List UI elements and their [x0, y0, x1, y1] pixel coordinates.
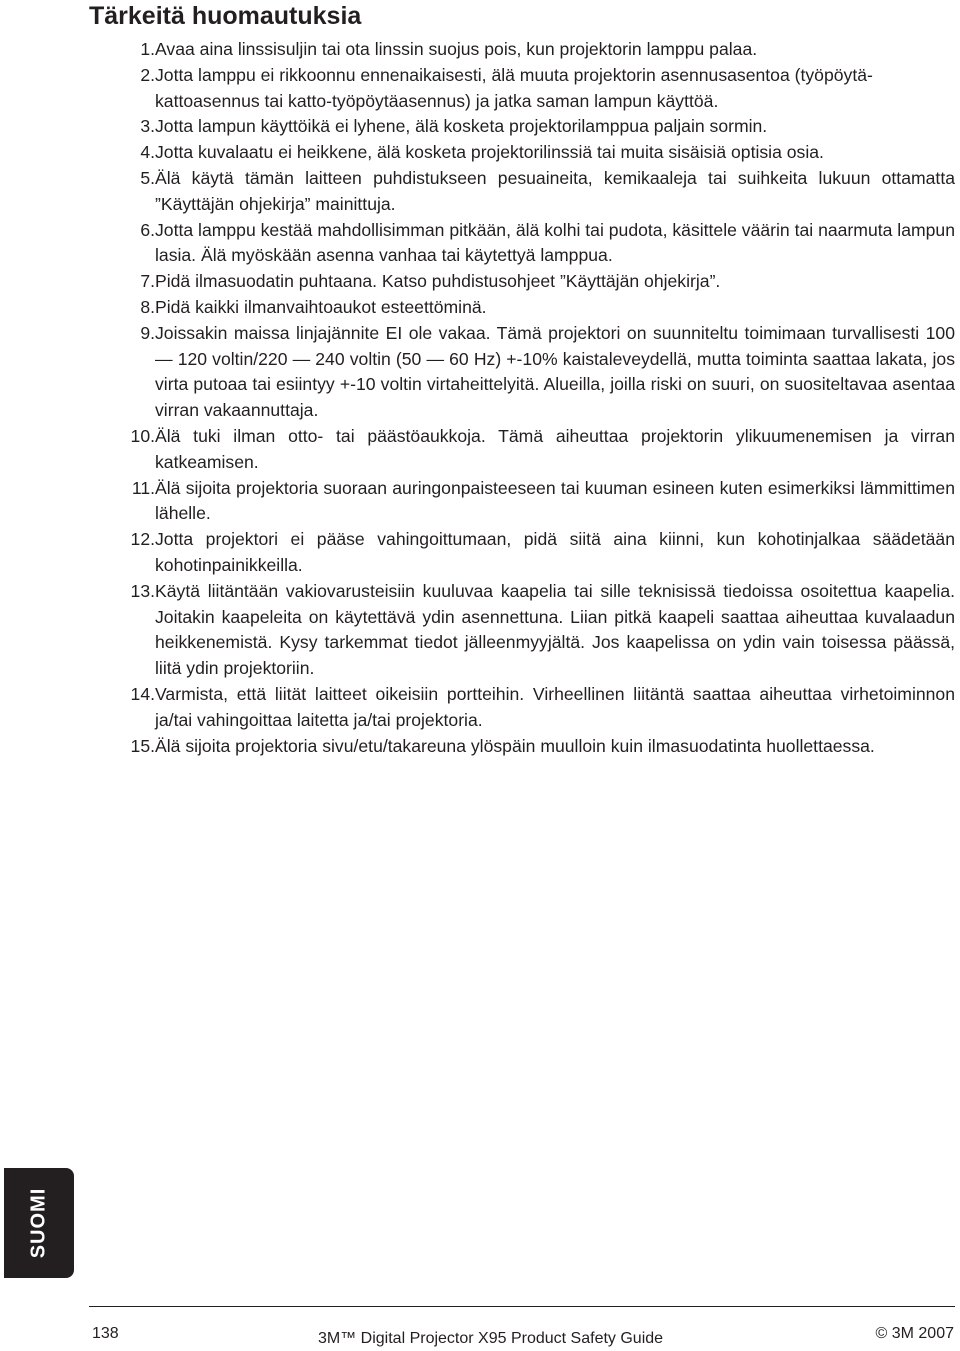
language-tab-label: SUOMI — [27, 1187, 50, 1259]
list-item — [89, 476, 955, 528]
item-number: 3. — [140, 116, 155, 137]
item-text: Avaa aina linssisuljin tai ota linssin suojus pois, kun projektorin lamppu palaa. — [155, 39, 758, 59]
item-text: Varmista, että liität laitteet oikeisiin portteihin. Virheellinen liitäntä saattaa aiheuttaa virhetoiminnon ja/tai vahingoittaa laitetta ja/tai projektoria. — [155, 683, 955, 730]
list-item — [89, 269, 955, 295]
list-item — [89, 166, 955, 218]
item-number: 12. — [130, 529, 155, 550]
list-item — [89, 295, 955, 321]
list-item — [89, 218, 955, 270]
footer-title: 3M™ Digital Projector X95 Product Safety Guide — [318, 1330, 664, 1347]
item-text: Älä käytä tämän laitteen puhdistukseen pesuaineita, kemikaaleja tai suihkeita lukuun ottamatta ”Käyttäjän ohjekirja” mainittuja. — [155, 167, 955, 214]
item-text: Jotta lampun käyttöikä ei lyhene, älä kosketa projektorilamppua paljain sormin. — [155, 116, 768, 137]
list-item — [89, 424, 955, 476]
item-number: 1. — [140, 39, 155, 59]
list-item — [89, 682, 955, 734]
item-text: Jotta kuvalaatu ei heikkene, älä kosketa projektorilinssiä tai muita sisäisiä optisia osia. — [155, 142, 824, 163]
page-title: Tärkeitä huomautuksia — [89, 2, 362, 30]
item-text: Pidä kaikki ilmanvaihtoaukot esteettöminä. — [155, 296, 487, 317]
item-number: 9. — [140, 322, 155, 343]
list-item — [89, 579, 955, 682]
item-number: 6. — [140, 219, 155, 240]
item-number: 5. — [140, 167, 155, 188]
notes-list — [89, 37, 955, 759]
list-item — [89, 37, 955, 63]
item-text: Käytä liitäntään vakiovarusteisiin kuuluvaa kaapelia tai sille teknisissä tiedoissa osoitettua kaapelia. Joitakin kaapeleita on käytettävä ydin asennettuna. Liian pitkä kaapeli saattaa aiheuttaa kuvalaadun heikkenemistä. Kysy tarkemmat tiedot jälleenmyyjältä. Jos kaapelissa on ydin vain toisessa päässä, liitä ydin projektoriin. — [155, 580, 955, 679]
item-number: 11. — [131, 477, 155, 498]
list-item — [89, 734, 955, 760]
item-number: 13. — [130, 580, 155, 601]
item-text: Älä tuki ilman otto- tai päästöaukkoja. Tämä aiheuttaa projektorin ylikuumenemisen ja virran katkeamisen. — [155, 425, 955, 472]
item-text: Jotta lamppu kestää mahdollisimman pitkään, älä kolhi tai pudota, käsittele väärin tai naarmuta lampun lasia. Älä myöskään asenna vanhaa tai käytettyä lamppua. — [155, 219, 955, 266]
item-number: 7. — [140, 271, 155, 292]
item-text: Pidä ilmasuodatin puhtaana. Katso puhdistusohjeet ”Käyttäjän ohjekirja”. — [155, 271, 721, 292]
page-number: 138 — [92, 1325, 119, 1342]
item-text: Älä sijoita projektoria sivu/etu/takareuna ylöspäin muulloin kuin ilmasuodatinta huollettaessa. — [155, 735, 875, 756]
list-item — [89, 114, 955, 140]
item-number: 15. — [130, 735, 155, 756]
language-tab — [4, 1168, 74, 1278]
item-number: 14. — [130, 683, 155, 704]
item-number: 8. — [140, 296, 155, 317]
list-item — [89, 140, 955, 166]
item-text: Älä sijoita projektoria suoraan auringonpaisteeseen tai kuuman esineen kuten esimerkiksi lämmittimen lähelle. — [155, 477, 955, 524]
list-item — [89, 321, 955, 424]
item-text: Joissakin maissa linjajännite EI ole vakaa. Tämä projektori on suunniteltu toimimaan turvallisesti 100 — 120 voltin/220 — 240 voltin (50 — 60 Hz) +-10% kaistaleveydellä, mutta toiminta saattaa lakata, jos virta putoaa tai esiintyy +-10 voltin virtaheittelyitä. Alueilla, joilla riski on suuri, on suositeltavaa asentaa virran vakaannuttaja. — [155, 322, 955, 421]
list-item — [89, 63, 955, 115]
copyright: © 3M 2007 — [875, 1325, 954, 1342]
item-number: 10. — [130, 425, 155, 446]
item-text: Jotta projektori ei pääse vahingoittumaan, pidä siitä aina kiinni, kun kohotinjalkaa säädetään kohotinpainikkeilla. — [155, 529, 955, 575]
item-number: 2. — [140, 64, 155, 85]
footer-divider — [89, 1306, 955, 1307]
item-number: 4. — [140, 142, 155, 163]
list-item — [89, 527, 955, 579]
item-text: Jotta lamppu ei rikkoonnu ennenaikaisesti, älä muuta projektorin asennusasentoa (työpöytä-kattoasennus tai katto-työpöytäasennus) ja jatka saman lampun käyttöä. — [155, 64, 873, 111]
